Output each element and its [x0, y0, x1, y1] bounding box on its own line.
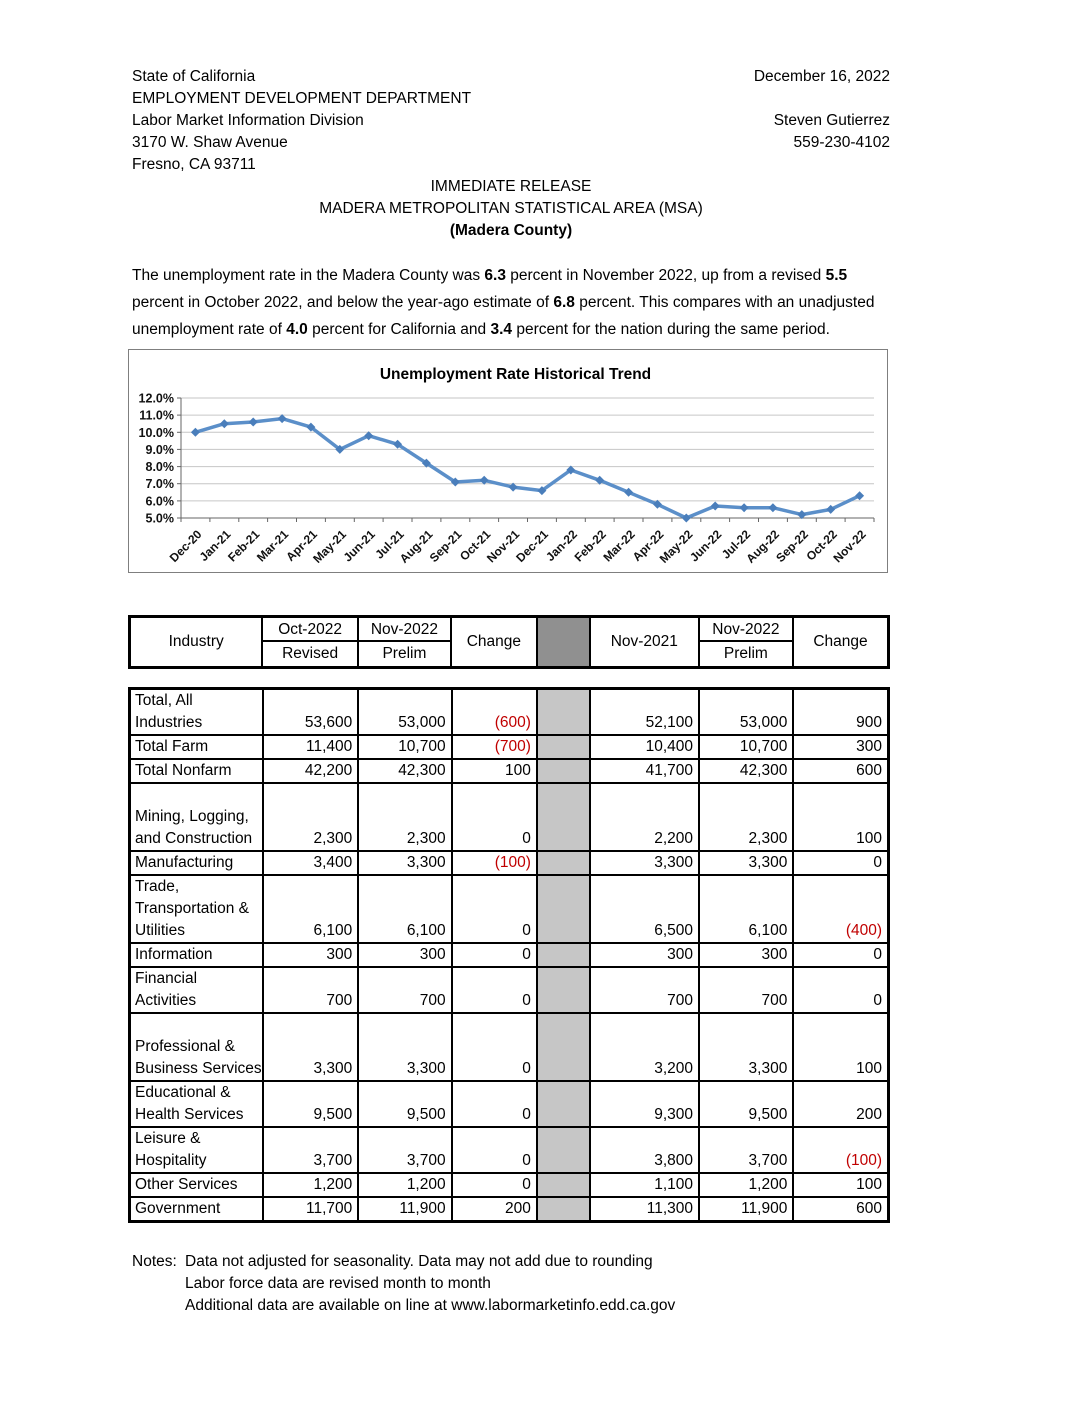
value-cell: 2,300	[358, 783, 451, 851]
value-cell: 300	[358, 943, 451, 967]
value-cell: 0	[452, 1081, 537, 1127]
value-cell: 42,300	[358, 759, 451, 783]
x-axis-label: Dec-20	[166, 527, 205, 565]
spacer-cell	[537, 967, 590, 1013]
value-cell: 11,900	[699, 1197, 793, 1222]
value-cell: 0	[452, 1013, 537, 1081]
value-cell: (100)	[793, 1127, 888, 1173]
col-header-oct2022-revised	[262, 617, 357, 668]
x-axis-label: Jul-21	[372, 527, 407, 562]
industry-label-cell: Professional & Business Services	[130, 1013, 264, 1081]
value-cell: (600)	[452, 689, 537, 736]
value-cell: 10,700	[699, 735, 793, 759]
spacer-cell	[537, 1081, 590, 1127]
value-cell: 200	[452, 1197, 537, 1222]
spacer-cell	[537, 1013, 590, 1081]
x-axis-label: Jan-21	[196, 527, 234, 565]
spacer-line	[754, 88, 890, 110]
table-row	[130, 1197, 889, 1222]
x-axis-label: Aug-21	[396, 527, 436, 566]
col-header-industry: Industry	[130, 617, 263, 668]
value-cell: 11,300	[590, 1197, 699, 1222]
value-cell: 700	[699, 967, 793, 1013]
value-cell: 2,300	[263, 783, 358, 851]
value-cell: 100	[793, 1173, 888, 1197]
industry-label-cell: Total Nonfarm	[130, 759, 264, 783]
value-cell: 53,000	[699, 689, 793, 736]
contact-name: Steven Gutierrez	[773, 112, 890, 129]
intro-paragraph	[132, 262, 890, 343]
spacer-cell	[537, 1127, 590, 1173]
x-axis-label: Jun-21	[340, 527, 378, 565]
value-cell: 3,700	[699, 1127, 793, 1173]
value-cell: (100)	[452, 851, 537, 875]
release-date: December 16, 2022	[753, 68, 890, 85]
agency-address-block	[132, 66, 471, 176]
value-cell: 6,100	[699, 875, 793, 943]
spacer-cell	[537, 689, 590, 736]
table-row	[130, 783, 889, 851]
value-cell: 6,500	[590, 875, 699, 943]
y-axis-label: 6.0%	[145, 494, 174, 509]
x-axis-label: Mar-21	[253, 527, 292, 565]
agency-line: EMPLOYMENT DEVELOPMENT DEPARTMENT	[132, 90, 472, 107]
col-header-nov2022-prelim-2	[699, 617, 793, 668]
industry-label-cell: Information	[130, 943, 264, 967]
msa-title: MADERA METROPOLITAN STATISTICAL AREA (MSA)	[319, 200, 703, 217]
title-block	[132, 176, 890, 242]
table-row	[130, 875, 889, 943]
contact-phone: 559-230-4102	[793, 134, 890, 151]
x-axis-label: Jul-22	[718, 527, 754, 562]
value-cell: 0	[452, 1173, 537, 1197]
industry-label-cell: Total Farm	[130, 735, 264, 759]
footnotes	[132, 1251, 890, 1317]
county-title: (Madera County)	[449, 222, 573, 239]
table-row	[130, 943, 889, 967]
data-point-marker	[191, 428, 200, 437]
y-axis-label: 11.0%	[139, 408, 174, 423]
col-header-month: Nov-2022	[359, 618, 450, 642]
value-cell: 10,700	[358, 735, 451, 759]
y-axis-label: 8.0%	[145, 460, 174, 475]
x-axis-label: Apr-22	[629, 527, 667, 565]
value-cell: 0	[793, 967, 888, 1013]
paragraph-segment: 5.5	[825, 267, 848, 284]
paragraph-segment: The unemployment rate in the Madera County was	[132, 267, 485, 284]
industry-label-cell: Mining, Logging, and Construction	[130, 783, 264, 851]
value-cell: 3,200	[590, 1013, 699, 1081]
industry-data-table	[128, 687, 890, 1223]
spacer-cell	[537, 1173, 590, 1197]
col-header-status: Prelim	[723, 645, 768, 662]
value-cell: 2,200	[590, 783, 699, 851]
value-cell: 2,300	[699, 783, 793, 851]
value-cell: 0	[452, 1127, 537, 1173]
value-cell: 700	[263, 967, 358, 1013]
agency-line: Fresno, CA 93711	[132, 156, 256, 173]
value-cell: 11,700	[263, 1197, 358, 1222]
value-cell: 3,300	[699, 851, 793, 875]
x-axis-label: Feb-22	[571, 527, 609, 565]
x-axis-label: Nov-22	[830, 527, 869, 566]
trend-line	[195, 419, 859, 518]
agency-line: 3170 W. Shaw Avenue	[132, 134, 288, 151]
value-cell: 100	[793, 783, 888, 851]
industry-label-cell: Educational & Health Services	[130, 1081, 264, 1127]
table-row	[130, 689, 889, 736]
value-cell: 0	[793, 943, 888, 967]
value-cell: 3,300	[263, 1013, 358, 1081]
value-cell: 3,700	[263, 1127, 358, 1173]
value-cell: 600	[793, 759, 888, 783]
value-cell: 900	[793, 689, 888, 736]
paragraph-segment: percent for California and	[307, 321, 491, 338]
value-cell: 700	[358, 967, 451, 1013]
value-cell: 300	[590, 943, 699, 967]
industry-label-cell: Other Services	[130, 1173, 264, 1197]
value-cell: 11,900	[358, 1197, 451, 1222]
release-contact-block	[754, 66, 890, 176]
paragraph-segment: percent for the nation during the same period.	[512, 321, 830, 338]
x-axis-label: Mar-22	[600, 527, 638, 565]
value-cell: 300	[263, 943, 358, 967]
value-cell: 53,000	[358, 689, 451, 736]
industry-label-cell: Government	[130, 1197, 264, 1222]
x-axis-label: Apr-21	[283, 527, 321, 565]
col-header-change-year: Change	[793, 617, 888, 668]
table-row	[130, 1081, 889, 1127]
value-cell: 100	[793, 1013, 888, 1081]
x-axis-label: Oct-22	[803, 527, 840, 564]
value-cell: 9,300	[590, 1081, 699, 1127]
col-header-change-month: Change	[451, 617, 537, 668]
industry-table-body	[130, 689, 889, 1222]
paragraph-segment: percent in November 2022, up from a revised	[505, 267, 826, 284]
value-cell: (400)	[793, 875, 888, 943]
spacer-cell	[537, 759, 590, 783]
col-header-month: Oct-2022	[263, 618, 356, 642]
value-cell: 300	[793, 735, 888, 759]
value-cell: 9,500	[699, 1081, 793, 1127]
letterhead	[132, 66, 890, 176]
x-axis-label: Feb-21	[225, 527, 263, 565]
value-cell: 42,200	[263, 759, 358, 783]
value-cell: 0	[452, 783, 537, 851]
paragraph-segment: 3.4	[490, 321, 513, 338]
value-cell: 1,200	[263, 1173, 358, 1197]
col-header-nov2022-prelim	[358, 617, 451, 668]
x-axis-label: May-22	[656, 527, 696, 566]
table-row	[130, 1173, 889, 1197]
value-cell: 200	[793, 1081, 888, 1127]
notes-label: Notes:	[132, 1253, 177, 1270]
spacer-cell	[537, 943, 590, 967]
value-cell: 0	[452, 943, 537, 967]
col-header-status: Revised	[282, 645, 339, 662]
header-spacer-cell	[537, 617, 590, 668]
table-row	[130, 851, 889, 875]
value-cell: 10,400	[590, 735, 699, 759]
value-cell: 0	[452, 967, 537, 1013]
y-axis-label: 10.0%	[138, 425, 174, 440]
spacer-cell	[537, 783, 590, 851]
table-row	[130, 1127, 889, 1173]
value-cell: 1,200	[358, 1173, 451, 1197]
value-cell: 3,700	[358, 1127, 451, 1173]
agency-line: Labor Market Information Division	[132, 112, 364, 129]
x-axis-label: Sep-21	[426, 527, 465, 565]
value-cell: 53,600	[263, 689, 358, 736]
data-point-marker	[768, 503, 777, 512]
data-point-marker	[740, 503, 749, 512]
spacer-cell	[537, 851, 590, 875]
chart-title: Unemployment Rate Historical Trend	[379, 366, 652, 383]
value-cell: 1,200	[699, 1173, 793, 1197]
value-cell: 9,500	[358, 1081, 451, 1127]
data-point-marker	[220, 419, 229, 428]
industry-table-header	[128, 615, 890, 669]
value-cell: 6,100	[358, 875, 451, 943]
agency-line: State of California	[132, 68, 256, 85]
value-cell: 9,500	[263, 1081, 358, 1127]
value-cell: 42,300	[699, 759, 793, 783]
value-cell: 3,800	[590, 1127, 699, 1173]
x-axis-label: Dec-21	[513, 527, 552, 565]
value-cell: (700)	[452, 735, 537, 759]
table-row	[130, 1013, 889, 1081]
value-cell: 52,100	[590, 689, 699, 736]
col-header-nov2021: Nov-2021	[590, 617, 699, 668]
table-row	[130, 759, 889, 783]
value-cell: 41,700	[590, 759, 699, 783]
value-cell: 3,300	[358, 851, 451, 875]
paragraph-segment: percent. This compares with an unadjusted unemployment rate of	[132, 294, 875, 338]
x-axis-label: Sep-22	[773, 527, 811, 565]
value-cell: 3,400	[263, 851, 358, 875]
y-axis-label: 5.0%	[145, 511, 174, 526]
spacer-cell	[537, 1197, 590, 1222]
paragraph-segment: 6.8	[553, 294, 575, 311]
value-cell: 3,300	[590, 851, 699, 875]
value-cell: 3,300	[358, 1013, 451, 1081]
col-header-month: Nov-2022	[700, 618, 792, 642]
value-cell: 6,100	[263, 875, 358, 943]
col-header-status: Prelim	[382, 645, 427, 662]
spacer-cell	[537, 875, 590, 943]
industry-label-cell: Leisure & Hospitality	[130, 1127, 264, 1173]
value-cell: 1,100	[590, 1173, 699, 1197]
table-row	[130, 735, 889, 759]
paragraph-segment: 4.0	[286, 321, 308, 338]
industry-label-cell: Trade, Transportation & Utilities	[130, 875, 264, 943]
data-point-marker	[249, 418, 258, 427]
note-line: Data not adjusted for seasonality. Data may not add due to rounding	[185, 1253, 653, 1270]
paragraph-segment: 6.3	[484, 267, 506, 284]
table-header-row	[130, 617, 889, 668]
note-line: Additional data are available on line at www.labormarketinfo.edd.ca.gov	[185, 1297, 676, 1314]
note-line: Labor force data are revised month to month	[185, 1275, 491, 1292]
release-type-title: IMMEDIATE RELEASE	[430, 178, 592, 195]
value-cell: 300	[699, 943, 793, 967]
x-axis-label: May-21	[310, 527, 349, 566]
x-axis-label: Jun-22	[687, 527, 725, 565]
value-cell: 700	[590, 967, 699, 1013]
y-axis-label: 12.0%	[138, 391, 174, 406]
industry-label-cell: Manufacturing	[130, 851, 264, 875]
x-axis-label: Oct-21	[457, 527, 494, 564]
table-row	[130, 967, 889, 1013]
value-cell: 100	[452, 759, 537, 783]
spacer-cell	[537, 735, 590, 759]
x-axis-label: Jan-22	[543, 527, 580, 565]
x-axis-label: Aug-22	[743, 527, 783, 566]
unemployment-trend-chart	[128, 349, 888, 573]
value-cell: 0	[452, 875, 537, 943]
industry-label-cell: Total, All Industries	[130, 689, 264, 736]
paragraph-segment: percent in October 2022, and below the year-ago estimate of	[132, 294, 554, 311]
value-cell: 11,400	[263, 735, 358, 759]
value-cell: 3,300	[699, 1013, 793, 1081]
value-cell: 0	[793, 851, 888, 875]
value-cell: 600	[793, 1197, 888, 1222]
x-axis-label: Nov-21	[484, 527, 523, 566]
trend-chart-svg	[129, 350, 887, 572]
industry-label-cell: Financial Activities	[130, 967, 264, 1013]
y-axis-label: 9.0%	[145, 442, 174, 457]
y-axis-label: 7.0%	[145, 477, 174, 492]
